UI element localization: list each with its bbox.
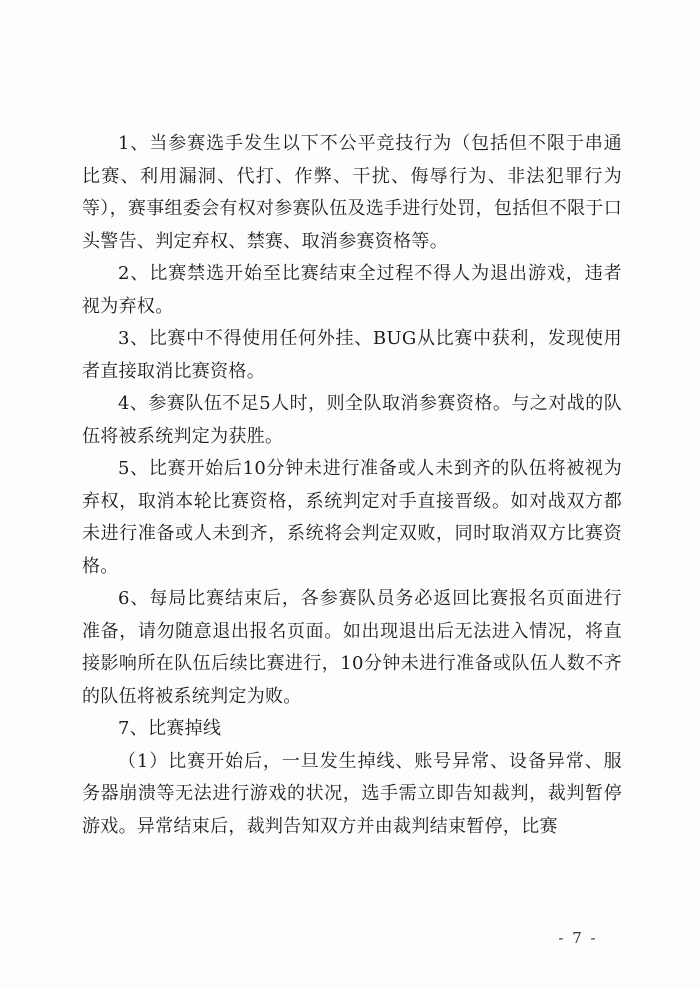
paragraph-rule-5: 5、比赛开始后10分钟未进行准备或人未到齐的队伍将被视为弃权，取消本轮比赛资格，系统判定对手直接晋级。如对战双方都未进行准备或人未到齐，系统将会判定双败，同时取消双方比赛资格。 [82,458,622,577]
page-number: - 7 - [558,929,598,947]
paragraph-rule-1: 1、当参赛选手发生以下不公平竞技行为（包括但不限于串通比赛、利用漏洞、代打、作弊、干扰、侮辱行为、非法犯罪行为等），赛事组委会有权对参赛队伍及选手进行处罚，包括但不限于口头警告、判定弃权、禁赛、取消参赛资格等。 [82,133,622,252]
paragraph-rule-4: 4、参赛队伍不足5人时，则全队取消参赛资格。与之对战的队伍将被系统判定为获胜。 [82,393,622,447]
paragraph-rule-6: 6、每局比赛结束后，各参赛队员务必返回比赛报名页面进行准备，请勿随意退出报名页面。如出现退出后无法进入情况，将直接影响所在队伍后续比赛进行，10分钟未进行准备或队伍人数不齐的队伍将被系统判定为败。 [82,588,622,707]
document-body [82,128,622,843]
paragraph-rule-7-1: （1）比赛开始后，一旦发生掉线、账号异常、设备异常、服务器崩溃等无法进行游戏的状况，选手需立即告知裁判，裁判暂停游戏。异常结束后，裁判告知双方并由裁判结束暂停，比赛 [82,750,622,837]
paragraph-rule-3: 3、比赛中不得使用任何外挂、BUG从比赛中获利，发现使用者直接取消比赛资格。 [82,328,622,382]
paragraph-rule-7-heading: 7、比赛掉线 [118,718,222,739]
paragraph-rule-2: 2、比赛禁选开始至比赛结束全过程不得人为退出游戏，违者视为弃权。 [82,263,622,317]
